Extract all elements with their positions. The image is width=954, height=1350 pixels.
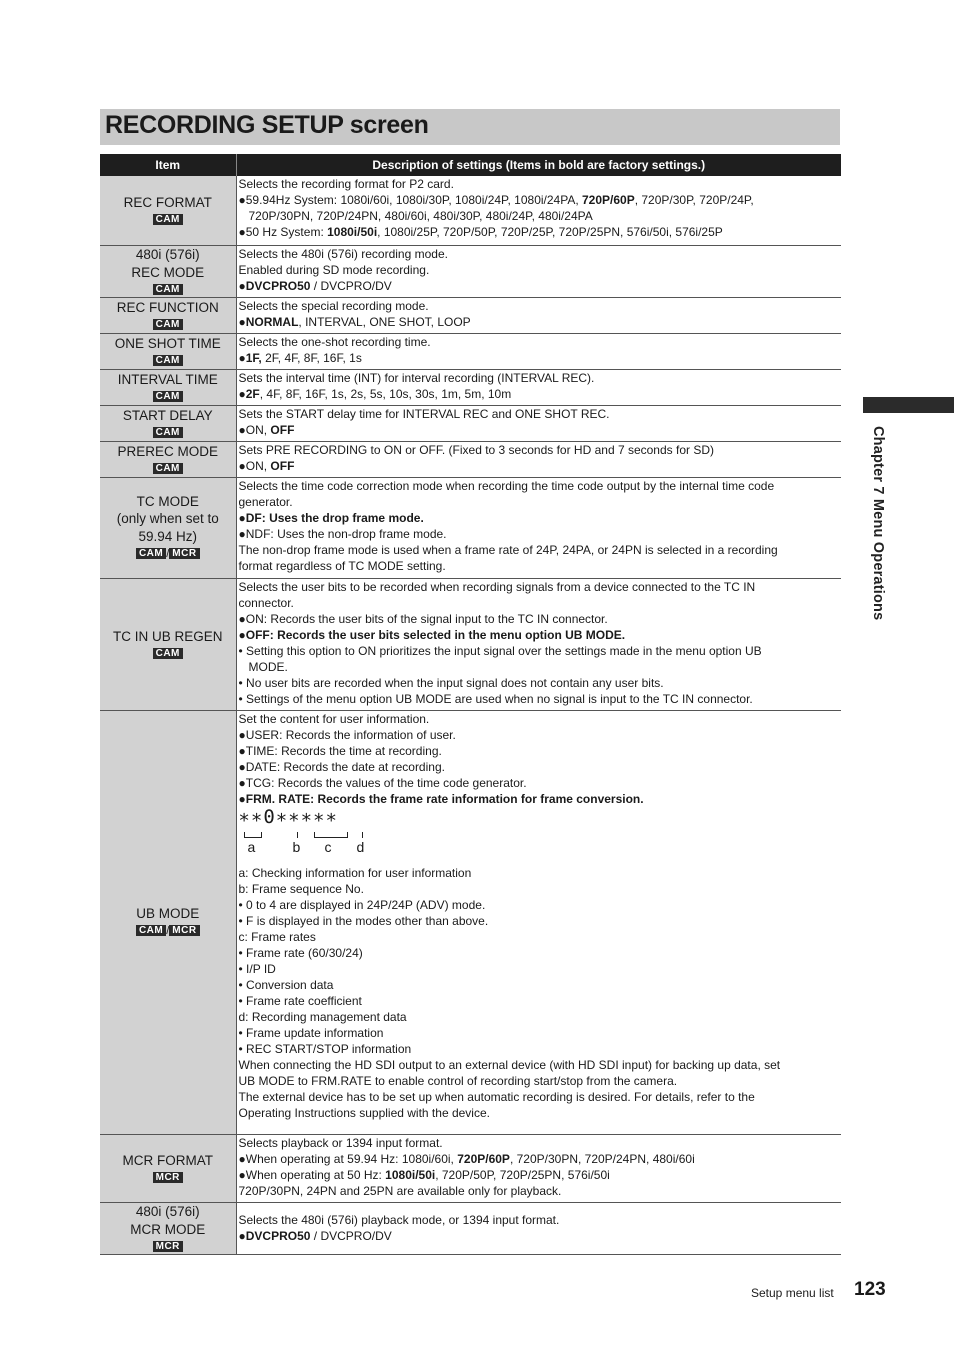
description-cell (236, 297, 841, 333)
header-description: Description of settings (Items in bold are factory settings.) (236, 154, 841, 176)
item-cell (100, 333, 236, 369)
desc-line: ●ON, OFF (238, 458, 295, 473)
desc-line: ●50 Hz System: 1080i/50i, 1080i/25P, 720P/50P, 720P/25P, 720P/25PN, 576i/50i, 576i/25P (238, 225, 723, 239)
desc-line: • REC START/STOP information (238, 1041, 412, 1056)
description-cell (236, 405, 841, 441)
item-name: 480i (576i) (135, 247, 200, 262)
desc-line: ●DVCPRO50 / DVCPRO/DV (238, 278, 392, 293)
desc-line: Sets the interval time (INT) for interval recording (INTERVAL REC). (238, 370, 595, 385)
label-a: a (247, 838, 256, 855)
desc-line: ●NDF: Uses the non-drop frame mode. (238, 526, 447, 541)
cam-badge: CAM (136, 548, 166, 559)
desc-line: d: Recording management data (238, 1009, 407, 1024)
desc-line: ●When operating at 50 Hz: 1080i/50i, 720P/50P, 720P/25PN, 576i/50i (238, 1167, 610, 1182)
desc-line: ●2F, 4F, 8F, 16F, 1s, 2s, 5s, 10s, 30s, 1m, 5m, 10m (238, 386, 512, 401)
item-name: START DELAY (122, 407, 213, 423)
desc-line: b: Frame sequence No. (238, 881, 364, 896)
bracket-d (362, 832, 363, 838)
cam-badge: CAM (153, 463, 183, 474)
settings-table (100, 154, 841, 1255)
cam-badge: CAM (153, 319, 183, 330)
cam-badge: CAM (153, 355, 183, 366)
description-cell (236, 578, 841, 710)
description-cell (236, 176, 841, 245)
item-name: REC FUNCTION (116, 299, 219, 315)
description-cell (236, 477, 841, 578)
user-bits-digits: ∗∗0∗∗∗∗∗ (238, 805, 339, 828)
desc-line: UB MODE to FRM.RATE to enable control of recording start/stop from the camera. (238, 1073, 678, 1088)
desc-line: Operating Instructions supplied with the device. (238, 1105, 490, 1120)
item-name: TC IN UB REGEN (112, 628, 223, 644)
desc-line: • Setting this option to ON prioritizes the input signal over the settings made in the menu option UB (238, 643, 762, 658)
desc-line: Selects the 480i (576i) playback mode, or 1394 input format. (238, 1213, 560, 1227)
item-cell (100, 477, 236, 578)
table-row (100, 441, 841, 477)
cam-badge: CAM (153, 648, 183, 659)
item-name: ONE SHOT TIME (114, 335, 221, 351)
item-note: 59.94 Hz) (138, 528, 198, 544)
bracket-c (314, 832, 348, 838)
item-cell (100, 176, 236, 245)
description-cell (236, 710, 841, 1134)
cam-badge: CAM (153, 391, 183, 402)
cam-badge: CAM (153, 427, 183, 438)
desc-line: ●TCG: Records the values of the time code generator. (238, 775, 527, 790)
desc-line: 720P/30PN, 720P/24PN, 480i/60i, 480i/30P, 480i/24P, 480i/24PA (248, 209, 593, 223)
desc-line: ●FRM. RATE: Records the frame rate information for frame conversion. (238, 791, 644, 806)
desc-line: format regardless of TC MODE setting. (238, 558, 446, 573)
desc-line: • 0 to 4 are displayed in 24P/24P (ADV) mode. (238, 897, 486, 912)
item-cell (100, 710, 236, 1134)
desc-line: Sets the START delay time for INTERVAL REC and ONE SHOT REC. (238, 406, 610, 421)
table-row (100, 405, 841, 441)
user-bits-diagram (239, 807, 842, 865)
desc-line: Set the content for user information. (238, 711, 430, 726)
desc-line: MODE. (248, 659, 288, 674)
item-cell (100, 297, 236, 333)
desc-line: Selects the special recording mode. (238, 298, 429, 313)
item-cell (100, 1202, 236, 1254)
cam-badge: CAM (153, 214, 183, 225)
desc-line: Selects the time code correction mode when recording the time code output by the internal time code (238, 478, 775, 493)
desc-line: Selects the one-shot recording time. (238, 334, 431, 349)
item-name: MCR FORMAT (122, 1152, 213, 1168)
footer-section: Setup menu list (751, 1286, 834, 1300)
desc-line: The non-drop frame mode is used when a frame rate of 24P, 24PA, or 24PN is selected in a recording (238, 542, 778, 557)
desc-line: ●DATE: Records the date at recording. (238, 759, 445, 774)
item-cell (100, 578, 236, 710)
badge-separator: / (166, 925, 170, 938)
header-item: Item (100, 154, 236, 176)
desc-line: Enabled during SD mode recording. (238, 262, 430, 277)
table-row (100, 297, 841, 333)
desc-line: ●OFF: Records the user bits selected in the menu option UB MODE. (238, 627, 626, 642)
table-row (100, 710, 841, 1134)
item-cell (100, 441, 236, 477)
label-d: d (356, 838, 365, 855)
desc-line: ●TIME: Records the time at recording. (238, 743, 442, 758)
desc-line: c: Frame rates (238, 929, 316, 944)
table-row (100, 369, 841, 405)
mcr-badge: MCR (169, 925, 199, 936)
table-row (100, 176, 841, 245)
bracket-b (297, 832, 298, 838)
desc-line: • Frame rate (60/30/24) (238, 945, 363, 960)
table-header-row (100, 154, 841, 176)
desc-line: 720P/30PN, 24PN and 25PN are available only for playback. (238, 1183, 562, 1198)
desc-line: generator. (238, 494, 293, 509)
cam-badge: CAM (153, 284, 183, 295)
desc-line: ●DVCPRO50 / DVCPRO/DV (238, 1229, 392, 1243)
desc-line: ●59.94Hz System: 1080i/60i, 1080i/30P, 1080i/24P, 1080i/24PA, 720P/60P, 720P/30P, 720P/24P, (238, 193, 754, 207)
item-name: PREREC MODE (117, 443, 218, 459)
item-name: UB MODE (136, 905, 200, 921)
desc-line: a: Checking information for user information (238, 865, 472, 880)
table-row (100, 477, 841, 578)
bracket-a (244, 832, 262, 838)
item-cell (100, 1134, 236, 1202)
desc-line: When connecting the HD SDI output to an external device (with HD SDI input) for backing up data, set (238, 1057, 781, 1072)
item-cell (100, 405, 236, 441)
description-cell (236, 1202, 841, 1254)
cam-badge: CAM (136, 925, 166, 936)
desc-line: ●NORMAL, INTERVAL, ONE SHOT, LOOP (238, 314, 471, 329)
table-row (100, 245, 841, 297)
mcr-badge: MCR (153, 1172, 183, 1183)
page-title: RECORDING SETUP screen (105, 111, 429, 139)
desc-line: The external device has to be set up when automatic recording is desired. For details, refer to the (238, 1089, 755, 1104)
desc-line: connector. (238, 595, 294, 610)
desc-line: Selects the 480i (576i) recording mode. (238, 246, 448, 261)
desc-line: • Conversion data (238, 977, 334, 992)
table-row (100, 1134, 841, 1202)
desc-line: ●DF: Uses the drop frame mode. (238, 510, 424, 525)
item-cell (100, 369, 236, 405)
label-b: b (292, 838, 301, 855)
desc-line: Selects the user bits to be recorded when recording signals from a device connected to the TC IN (238, 579, 756, 594)
mcr-badge: MCR (169, 548, 199, 559)
desc-line: • No user bits are recorded when the input signal does not contain any user bits. (238, 675, 664, 690)
desc-line: • F is displayed in the modes other than above. (238, 913, 489, 928)
item-name: MCR MODE (130, 1221, 206, 1237)
desc-line: • Settings of the menu option UB MODE are used when no signal is input to the TC IN connector. (238, 691, 753, 706)
item-name: REC MODE (131, 264, 205, 280)
desc-line: ●When operating at 59.94 Hz: 1080i/60i, 720P/60P, 720P/30PN, 720P/24PN, 480i/60i (238, 1151, 695, 1166)
desc-line: ●USER: Records the information of user. (238, 727, 456, 742)
item-name: 480i (576i) (135, 1204, 200, 1219)
item-name: REC FORMAT (123, 195, 212, 210)
item-name: TC MODE (136, 493, 199, 509)
item-cell (100, 245, 236, 297)
item-name: INTERVAL TIME (117, 371, 218, 387)
table-row (100, 578, 841, 710)
item-note: (only when set to (116, 511, 219, 527)
desc-line: ●1F, 2F, 4F, 8F, 16F, 1s (238, 350, 362, 365)
description-cell (236, 1134, 841, 1202)
badge-separator: / (166, 548, 170, 561)
description-cell (236, 369, 841, 405)
chapter-label: Chapter 7 Menu Operations (870, 426, 886, 621)
desc-line: Selects the recording format for P2 card. (238, 177, 454, 191)
table-row (100, 333, 841, 369)
table-row (100, 1202, 841, 1254)
desc-line: • I/P ID (238, 961, 276, 976)
desc-line: • Frame update information (238, 1025, 384, 1040)
chapter-tab-bar (863, 397, 954, 413)
page-number: 123 (854, 1279, 886, 1300)
description-cell (236, 333, 841, 369)
desc-line: ●ON, OFF (238, 422, 295, 437)
title-bar (100, 109, 840, 145)
desc-line: ●ON: Records the user bits of the signal input to the TC IN connector. (238, 611, 608, 626)
mcr-badge: MCR (153, 1241, 183, 1252)
desc-line: Selects playback or 1394 input format. (238, 1135, 443, 1150)
desc-line: • Frame rate coefficient (238, 993, 362, 1008)
description-cell (236, 441, 841, 477)
label-c: c (324, 838, 332, 855)
description-cell (236, 245, 841, 297)
desc-line: Sets PRE RECORDING to ON or OFF. (Fixed to 3 seconds for HD and 7 seconds for SD) (238, 442, 714, 457)
